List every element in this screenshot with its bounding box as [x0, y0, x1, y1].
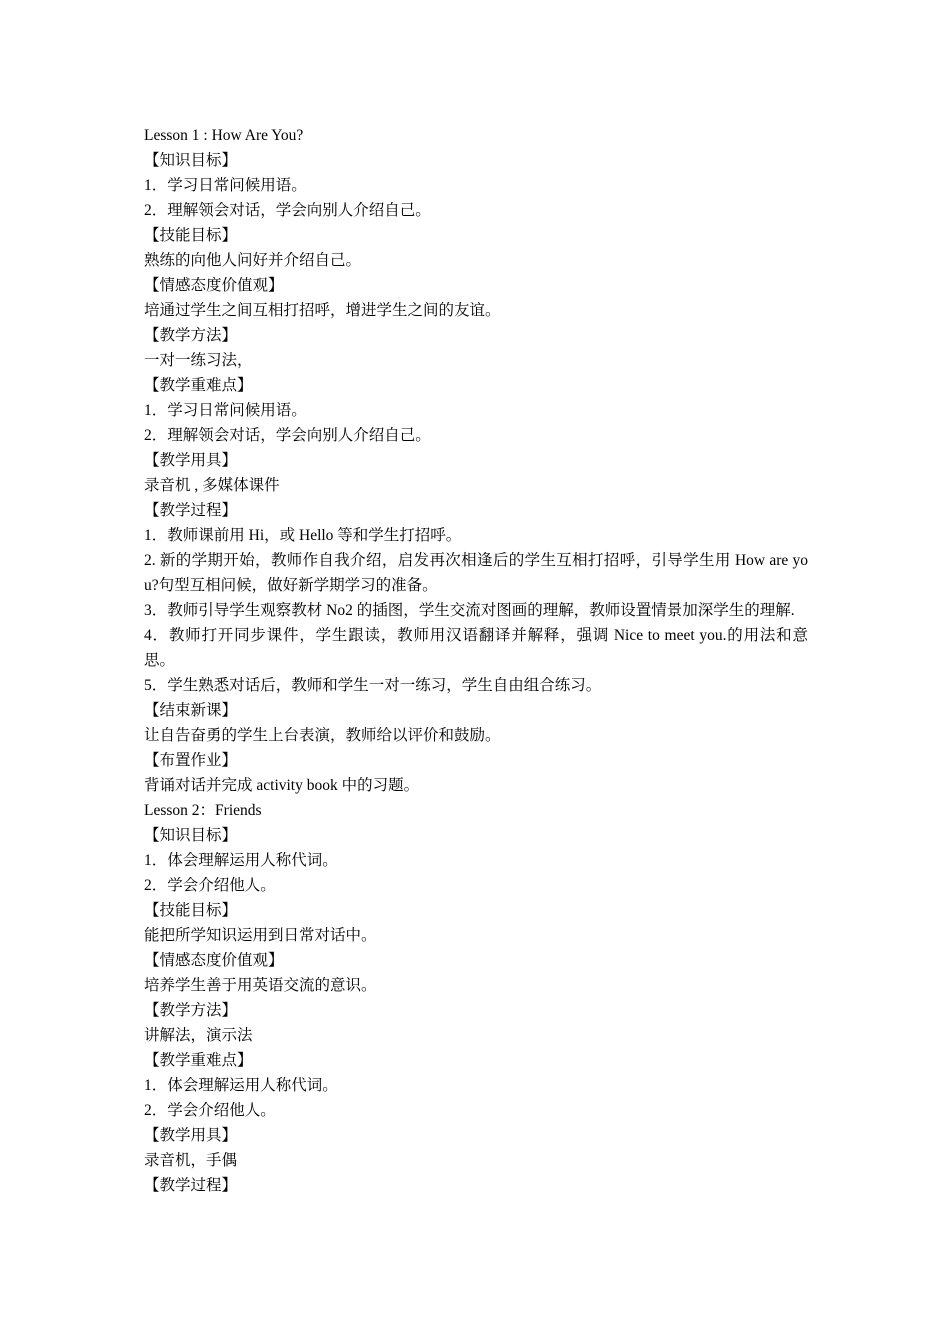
list-item: 1．体会理解运用人称代词。 [144, 1077, 338, 1094]
section-heading-attitude-values: 【情感态度价值观】 [144, 277, 284, 294]
paragraph: 背诵对话并完成 activity book 中的习题。 [144, 777, 420, 794]
section-heading-skill-goals: 【技能目标】 [144, 227, 238, 244]
section-heading-attitude-values: 【情感态度价值观】 [144, 952, 284, 969]
section-heading-teaching-aids: 【教学用具】 [144, 1127, 238, 1144]
lesson-2-title: Lesson 2：Friends [144, 802, 262, 819]
paragraph: 能把所学知识运用到日常对话中。 [144, 927, 377, 944]
section-heading-teaching-methods: 【教学方法】 [144, 327, 238, 344]
list-item: 1．学习日常问候用语。 [144, 177, 307, 194]
paragraph: 录音机，手偶 [144, 1152, 238, 1169]
section-heading-knowledge-goals: 【知识目标】 [144, 152, 238, 169]
paragraph: 一对一练习法， [144, 352, 253, 369]
document-page [144, 123, 808, 1198]
paragraph: 让自告奋勇的学生上台表演，教师给以评价和鼓励。 [144, 727, 501, 744]
list-item: 2．理解领会对话，学会向别人介绍自己。 [144, 202, 431, 219]
section-heading-knowledge-goals: 【知识目标】 [144, 827, 238, 844]
paragraph: 熟练的向他人问好并介绍自己。 [144, 252, 362, 269]
paragraph: 录音机 , 多媒体课件 [144, 477, 280, 494]
paragraph: 培通过学生之间互相打招呼，增进学生之间的友谊。 [144, 302, 501, 319]
list-item: 1．学习日常问候用语。 [144, 402, 307, 419]
section-heading-teaching-process: 【教学过程】 [144, 1177, 238, 1194]
list-item: 2．学会介绍他人。 [144, 877, 276, 894]
section-heading-lesson-end: 【结束新课】 [144, 702, 238, 719]
list-item: 2. 新的学期开始，教师作自我介绍，启发再次相逢后的学生互相打招呼，引导学生用 How are you?句型互相问候，做好新学期学习的准备。 [144, 552, 808, 594]
list-item: 2．理解领会对话，学会向别人介绍自己。 [144, 427, 431, 444]
section-heading-key-points: 【教学重难点】 [144, 377, 253, 394]
list-item: 4．教师打开同步课件，学生跟读，教师用汉语翻译并解释，强调 Nice to meet you.的用法和意思。 [144, 627, 808, 669]
section-heading-teaching-process: 【教学过程】 [144, 502, 238, 519]
list-item: 2．学会介绍他人。 [144, 1102, 276, 1119]
list-item: 5．学生熟悉对话后，教师和学生一对一练习，学生自由组合练习。 [144, 677, 602, 694]
section-heading-skill-goals: 【技能目标】 [144, 902, 238, 919]
section-heading-teaching-methods: 【教学方法】 [144, 1002, 238, 1019]
list-item: 1．教师课前用 Hi，或 Hello 等和学生打招呼。 [144, 527, 462, 544]
lesson-1-title: Lesson 1 : How Are You? [144, 127, 304, 144]
paragraph: 讲解法，演示法 [144, 1027, 253, 1044]
list-item: 3．教师引导学生观察教材 No2 的插图，学生交流对图画的理解，教师设置情景加深学生的理解. [144, 602, 795, 619]
section-heading-teaching-aids: 【教学用具】 [144, 452, 238, 469]
list-item: 1．体会理解运用人称代词。 [144, 852, 338, 869]
section-heading-homework: 【布置作业】 [144, 752, 238, 769]
paragraph: 培养学生善于用英语交流的意识。 [144, 977, 377, 994]
section-heading-key-points: 【教学重难点】 [144, 1052, 253, 1069]
